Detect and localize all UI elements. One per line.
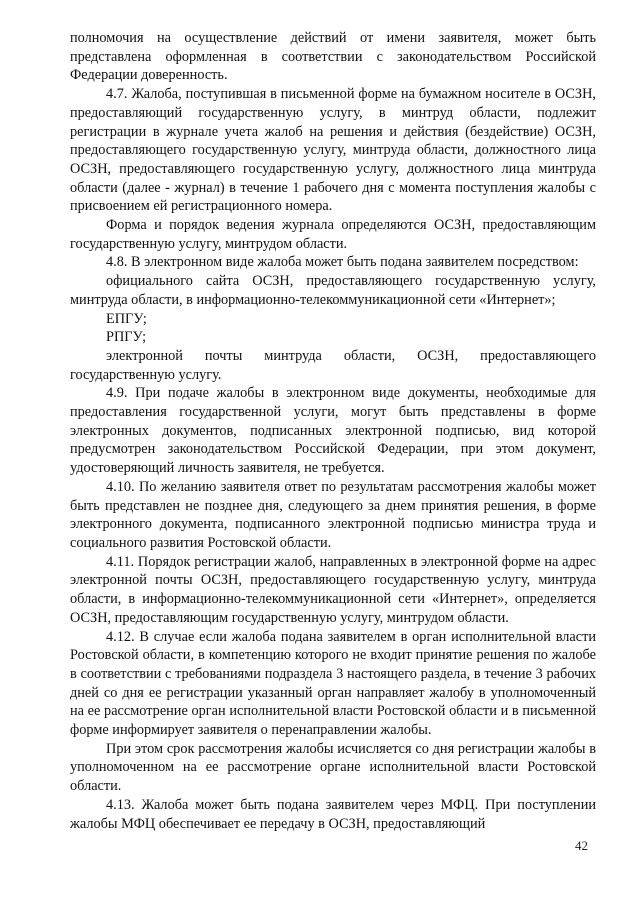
document-body [70,29,596,833]
list-item-official-site: официального сайта ОСЗН, предоставляющего государственную услугу, минтруда области, в информационно-телекоммуникационной сети «Интернет»; [70,273,596,308]
paragraph-continuation: полномочия на осуществление действий от имени заявителя, может быть представлена оформленная в соответствии с законодательством Российской Федерации доверенность. [70,30,596,84]
paragraph-term: При этом срок рассмотрения жалобы исчисляется со дня регистрации жалобы в уполномоченном на ее рассмотрение органе исполнительной власти Ростовской области. [70,740,596,795]
page-number: 42 [575,838,588,853]
list-item-rpgu: РПГУ; [106,329,147,346]
paragraph-4-13: 4.13. Жалоба может быть подана заявителем через МФЦ. При поступлении жалобы МФЦ обеспечивает ее передачу в ОСЗН, предоставляющий [70,796,596,832]
list-item-email: электронной почты минтруда области, ОСЗН, предоставляющего государственную услугу. [70,347,596,383]
paragraph-journal-form: Форма и порядок ведения журнала определяются ОСЗН, предоставляющим государственную услугу, минтрудом области. [70,217,596,252]
paragraph-4-7: 4.7. Жалоба, поступившая в письменной форме на бумажном носителе в ОСЗН, предоставляющий государственную услугу, в минтруд области, подлежит регистрации в журнале учета жалоб на решения и действия (бездействие) ОСЗН, предоставляющего государственную услугу, минтруда области, должностного лица ОСЗН, предоставляющего государственную услугу, должностного лица минтруда области (далее - журнал) в течение 1 рабочего дня с момента поступления жалобы с присвоением ей регистрационного номера. [70,86,596,215]
list-item-epgu: ЕПГУ; [106,310,147,327]
paragraph-4-11: 4.11. Порядок регистрации жалоб, направленных в электронной форме на адрес электронной почты ОСЗН, предоставляющего государственную услугу, минтруда области, в информационно-телекоммуникационной сети «Интернет», определяется ОСЗН, предоставляющим государственную услугу, минтрудом области. [70,553,596,626]
paragraph-4-10: 4.10. По желанию заявителя ответ по результатам рассмотрения жалобы может быть представлен не позднее дня, следующего за днем принятия решения, в форме электронного документа, подписанного электронной подписью министра труда и социального развития Ростовской области. [70,478,596,551]
paragraph-4-8: 4.8. В электронном виде жалоба может быть подана заявителем посредством: [106,254,579,271]
paragraph-4-9: 4.9. При подаче жалобы в электронном виде документы, необходимые для предоставления государственной услуги, могут быть представлены в форме электронных документов, подписанных электронной подписью, вид которой предусмотрен законодательством Российской Федерации, при этом документ, удостоверяющий личность заявителя, не требуется. [70,385,596,477]
paragraph-4-12: 4.12. В случае если жалоба подана заявителем в орган исполнительной власти Ростовской области, в компетенцию которого не входит принятие решения по жалобе в соответствии с требованиями подраздела 3 настоящего раздела, в течение 3 рабочих дней со дня ее регистрации указанный орган направляет жалобу в уполномоченный на ее рассмотрение орган исполнительной власти Ростовской области и в письменной форме информирует заявителя о перенаправлении жалобы. [70,628,596,739]
